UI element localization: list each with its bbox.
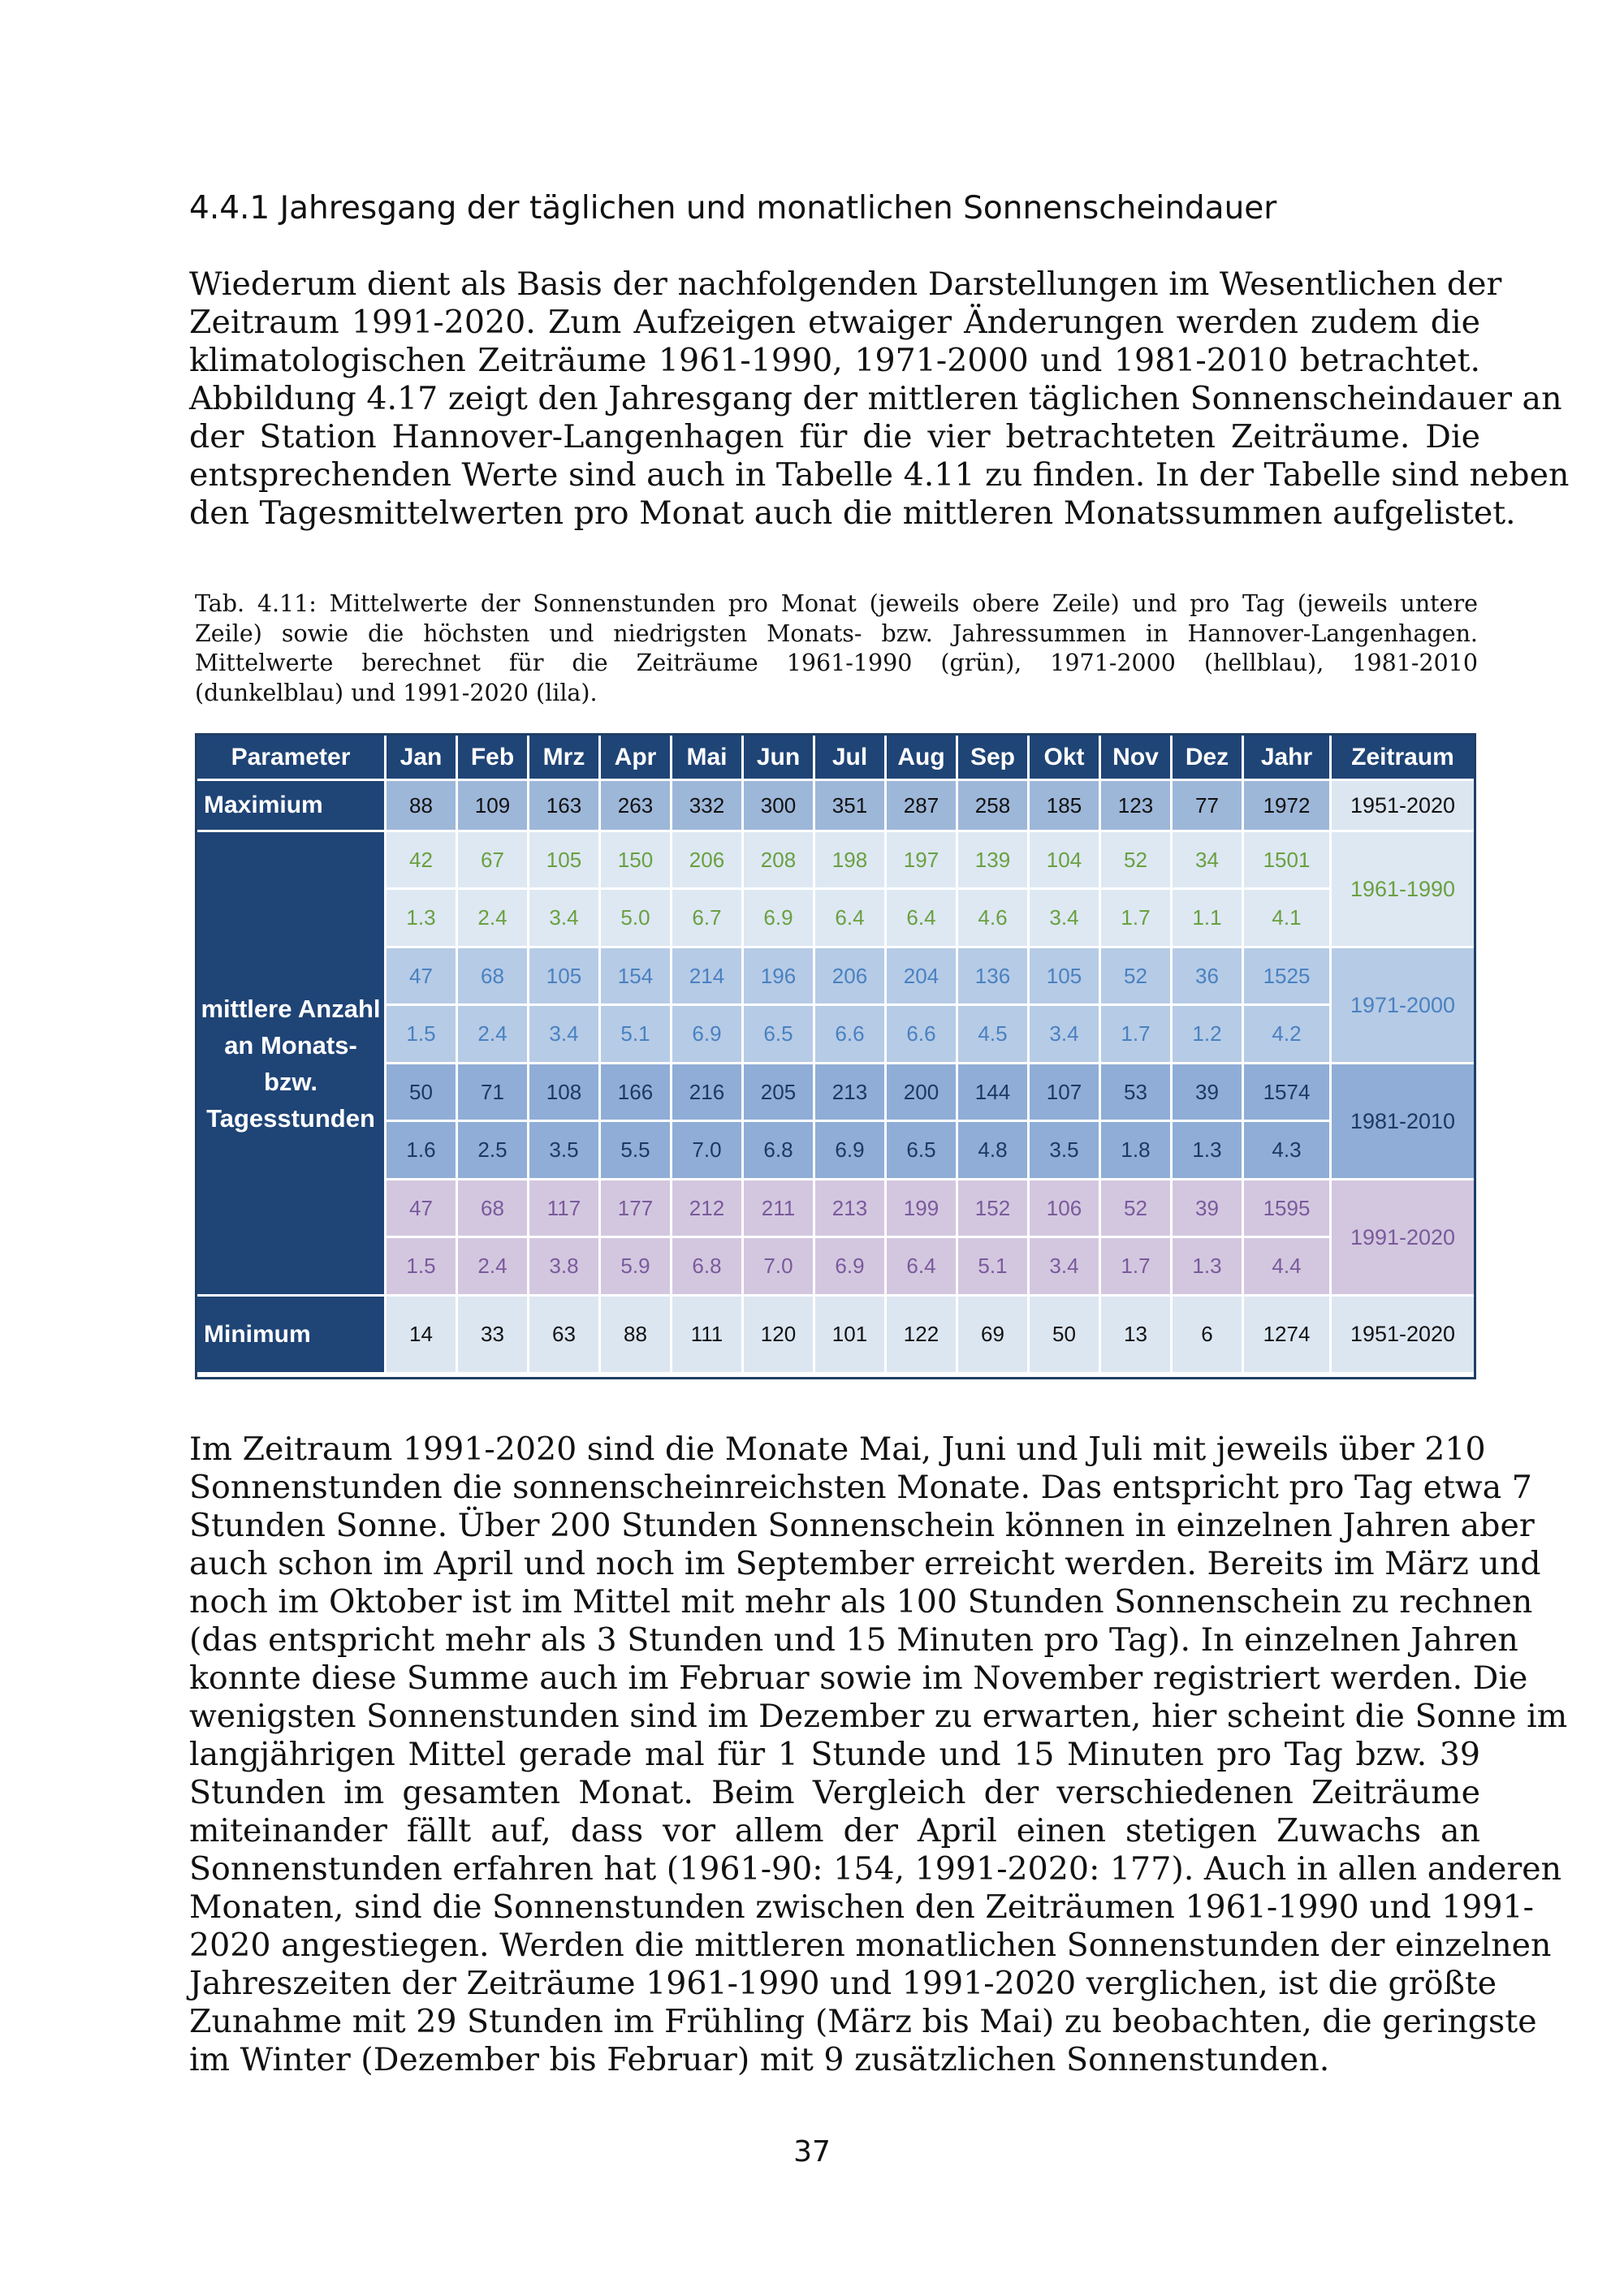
maximum-value: 123 <box>1101 781 1170 830</box>
daily-value: 6.8 <box>672 1238 741 1294</box>
paragraph-line: 2020 angestiegen. Werden die mittleren monatlichen Sonnenstunden der einzelnen <box>189 1927 1552 1964</box>
paragraph-line: den Tagesmittelwerten pro Monat auch die mittleren Monatssummen aufgelistet. <box>189 494 1516 532</box>
monthly-value: 196 <box>744 948 813 1003</box>
paragraph-line: Jahreszeiten der Zeiträume 1961-1990 und 1991-2020 verglichen, ist die größte <box>189 1965 1497 2002</box>
daily-value: 1.7 <box>1101 1006 1170 1062</box>
daily-value: 1.2 <box>1173 1006 1242 1062</box>
monthly-value: 150 <box>601 832 670 887</box>
daily-value: 1.6 <box>387 1122 456 1178</box>
monthly-value: 204 <box>887 948 956 1003</box>
caption-line: Zeile) sowie die höchsten und niedrigsten Monats- bzw. Jahressummen in Hannover-Langenhagen. <box>195 619 1478 647</box>
monthly-value: 154 <box>601 948 670 1003</box>
paragraph-line: (das entspricht mehr als 3 Stunden und 15 Minuten pro Tag). In einzelnen Jahren <box>189 1621 1518 1659</box>
monthly-value: 213 <box>815 1064 884 1120</box>
monthly-value: 211 <box>744 1180 813 1236</box>
daily-value: 7.0 <box>744 1238 813 1294</box>
paragraph-line: noch im Oktober ist im Mittel mit mehr als 100 Stunden Sonnenschein zu rechnen <box>189 1583 1533 1621</box>
daily-value: 5.1 <box>958 1238 1027 1294</box>
monthly-value: 205 <box>744 1064 813 1120</box>
caption-line: Mittelwerte berechnet für die Zeiträume 1961-1990 (grün), 1971-2000 (hellblau), 1981-2010 <box>195 650 1478 676</box>
monthly-value: 144 <box>958 1064 1027 1120</box>
page-number: 37 <box>793 2135 831 2169</box>
daily-value: 6.4 <box>887 890 956 946</box>
paragraph-line: Abbildung 4.17 zeigt den Jahresgang der mittleren täglichen Sonnenscheindauer an <box>189 380 1562 417</box>
daily-value: 3.4 <box>1030 890 1099 946</box>
maximum-value: 185 <box>1030 781 1099 830</box>
monthly-value: 39 <box>1173 1064 1242 1120</box>
monthly-value: 107 <box>1030 1064 1099 1120</box>
monthly-value: 108 <box>529 1064 598 1120</box>
maximum-value: 263 <box>601 781 670 830</box>
monthly-value: 199 <box>887 1180 956 1236</box>
monthly-value: 50 <box>387 1064 456 1120</box>
table-header-cell: Zeitraum <box>1332 736 1474 779</box>
paragraph-line: der Station Hannover-Langenhagen für die vier betrachteten Zeiträume. Die <box>189 418 1480 455</box>
row-label-minimum: Minimum <box>197 1297 384 1372</box>
daily-value: 2.4 <box>458 1006 527 1062</box>
daily-value: 1.5 <box>387 1006 456 1062</box>
monthly-value: 1501 <box>1244 832 1329 887</box>
daily-value: 7.0 <box>672 1122 741 1178</box>
paragraph-line: Stunden Sonne. Über 200 Stunden Sonnenschein können in einzelnen Jahren aber <box>189 1507 1535 1544</box>
daily-value: 4.6 <box>958 890 1027 946</box>
daily-value: 1.5 <box>387 1238 456 1294</box>
minimum-value: 120 <box>744 1297 813 1372</box>
monthly-value: 47 <box>387 948 456 1003</box>
paragraph-line: Monaten, sind die Sonnenstunden zwischen den Zeiträumen 1961-1990 und 1991- <box>189 1888 1534 1926</box>
paragraph-line: auch schon im April und noch im September erreicht werden. Bereits im März und <box>189 1545 1541 1582</box>
table-header-cell: Jan <box>387 736 456 779</box>
minimum-value: 1274 <box>1244 1297 1329 1372</box>
monthly-value: 213 <box>815 1180 884 1236</box>
daily-value: 2.4 <box>458 890 527 946</box>
daily-value: 3.4 <box>1030 1238 1099 1294</box>
daily-value: 6.9 <box>672 1006 741 1062</box>
daily-value: 6.4 <box>815 890 884 946</box>
table-header-cell: Jul <box>815 736 884 779</box>
maximum-value: 88 <box>387 781 456 830</box>
daily-value: 1.7 <box>1101 1238 1170 1294</box>
paragraph-line: miteinander fällt auf, dass vor allem der April einen stetigen Zuwachs an <box>189 1812 1480 1849</box>
paragraph-line: Wiederum dient als Basis der nachfolgenden Darstellungen im Wesentlichen der <box>189 265 1502 303</box>
daily-value: 6.5 <box>744 1006 813 1062</box>
paragraph-line: Stunden im gesamten Monat. Beim Vergleich der verschiedenen Zeiträume <box>189 1774 1480 1811</box>
table-header-cell: Mrz <box>529 736 598 779</box>
daily-value: 4.3 <box>1244 1122 1329 1178</box>
daily-value: 2.5 <box>458 1122 527 1178</box>
table-header-cell: Nov <box>1101 736 1170 779</box>
daily-value: 4.8 <box>958 1122 1027 1178</box>
daily-value: 3.4 <box>1030 1006 1099 1062</box>
monthly-value: 117 <box>529 1180 598 1236</box>
sunshine-table <box>195 733 1476 1379</box>
minimum-value: 122 <box>887 1297 956 1372</box>
monthly-value: 53 <box>1101 1064 1170 1120</box>
paragraph-line: im Winter (Dezember bis Februar) mit 9 zusätzlichen Sonnenstunden. <box>189 2041 1330 2078</box>
maximum-value: 258 <box>958 781 1027 830</box>
daily-value: 6.5 <box>887 1122 956 1178</box>
daily-value: 6.9 <box>815 1122 884 1178</box>
monthly-value: 106 <box>1030 1180 1099 1236</box>
row-label-maximum: Maximium <box>197 781 384 830</box>
period-label: 1981-2010 <box>1332 1064 1474 1178</box>
mean-label-line: Tagesstunden <box>206 1103 375 1133</box>
monthly-value: 105 <box>1030 948 1099 1003</box>
daily-value: 5.0 <box>601 890 670 946</box>
table-header-cell: Aug <box>887 736 956 779</box>
monthly-value: 47 <box>387 1180 456 1236</box>
daily-value: 5.5 <box>601 1122 670 1178</box>
minimum-period: 1951-2020 <box>1332 1297 1474 1372</box>
daily-value: 4.2 <box>1244 1006 1329 1062</box>
daily-value: 1.3 <box>387 890 456 946</box>
monthly-value: 197 <box>887 832 956 887</box>
period-label: 1961-1990 <box>1332 832 1474 946</box>
monthly-value: 177 <box>601 1180 670 1236</box>
daily-value: 1.8 <box>1101 1122 1170 1178</box>
paragraph-line: Sonnenstunden die sonnenscheinreichsten Monate. Das entspricht pro Tag etwa 7 <box>189 1469 1532 1506</box>
maximum-value: 287 <box>887 781 956 830</box>
maximum-value: 77 <box>1173 781 1242 830</box>
daily-value: 1.1 <box>1173 890 1242 946</box>
daily-value: 5.9 <box>601 1238 670 1294</box>
daily-value: 2.4 <box>458 1238 527 1294</box>
monthly-value: 212 <box>672 1180 741 1236</box>
monthly-value: 1595 <box>1244 1180 1329 1236</box>
monthly-value: 67 <box>458 832 527 887</box>
row-label-mean-hours <box>197 832 384 1294</box>
table-header-cell: Apr <box>601 736 670 779</box>
monthly-value: 52 <box>1101 948 1170 1003</box>
table-header-cell: Dez <box>1173 736 1242 779</box>
monthly-value: 166 <box>601 1064 670 1120</box>
discussion-paragraph <box>189 1431 1568 2079</box>
minimum-value: 33 <box>458 1297 527 1372</box>
monthly-value: 42 <box>387 832 456 887</box>
daily-value: 6.6 <box>887 1006 956 1062</box>
daily-value: 6.6 <box>815 1006 884 1062</box>
daily-value: 6.9 <box>815 1238 884 1294</box>
daily-value: 4.5 <box>958 1006 1027 1062</box>
caption-line: Tab. 4.11: Mittelwerte der Sonnenstunden pro Monat (jeweils obere Zeile) und pro Tag (jeweils untere <box>195 590 1478 617</box>
section-heading: 4.4.1 Jahresgang der täglichen und monatlichen Sonnenscheindauer <box>189 190 1277 227</box>
period-label: 1971-2000 <box>1332 948 1474 1062</box>
monthly-value: 136 <box>958 948 1027 1003</box>
maximum-value: 332 <box>672 781 741 830</box>
daily-value: 1.7 <box>1101 890 1170 946</box>
mean-label-line: mittlere Anzahl <box>201 994 381 1023</box>
paragraph-line: entsprechenden Werte sind auch in Tabelle 4.11 zu finden. In der Tabelle sind neben <box>189 456 1570 494</box>
minimum-value: 88 <box>601 1297 670 1372</box>
monthly-value: 105 <box>529 948 598 1003</box>
monthly-value: 68 <box>458 948 527 1003</box>
maximum-value: 300 <box>744 781 813 830</box>
daily-value: 5.1 <box>601 1006 670 1062</box>
monthly-value: 105 <box>529 832 598 887</box>
maximum-period: 1951-2020 <box>1332 781 1474 830</box>
monthly-value: 52 <box>1101 832 1170 887</box>
monthly-value: 104 <box>1030 832 1099 887</box>
table-header-cell: Sep <box>958 736 1027 779</box>
table-header-cell: Mai <box>672 736 741 779</box>
monthly-value: 206 <box>672 832 741 887</box>
minimum-value: 101 <box>815 1297 884 1372</box>
minimum-value: 50 <box>1030 1297 1099 1372</box>
paragraph-line: Sonnenstunden erfahren hat (1961-90: 154, 1991-2020: 177). Auch in allen anderen <box>189 1850 1562 1888</box>
caption-line: (dunkelblau) und 1991-2020 (lila). <box>195 679 598 706</box>
table-header-cell: Okt <box>1030 736 1099 779</box>
paragraph-line: Zeitraum 1991-2020. Zum Aufzeigen etwaiger Änderungen werden zudem die <box>189 304 1480 341</box>
minimum-value: 14 <box>387 1297 456 1372</box>
daily-value: 6.4 <box>887 1238 956 1294</box>
daily-value: 3.4 <box>529 890 598 946</box>
monthly-value: 1574 <box>1244 1064 1329 1120</box>
table-header-cell: Jun <box>744 736 813 779</box>
daily-value: 4.1 <box>1244 890 1329 946</box>
period-label: 1991-2020 <box>1332 1180 1474 1294</box>
minimum-value: 111 <box>672 1297 741 1372</box>
daily-value: 4.4 <box>1244 1238 1329 1294</box>
monthly-value: 39 <box>1173 1180 1242 1236</box>
maximum-value: 1972 <box>1244 781 1329 830</box>
daily-value: 3.4 <box>529 1006 598 1062</box>
monthly-value: 214 <box>672 948 741 1003</box>
minimum-value: 13 <box>1101 1297 1170 1372</box>
daily-value: 3.8 <box>529 1238 598 1294</box>
minimum-value: 6 <box>1173 1297 1242 1372</box>
paragraph-line: Im Zeitraum 1991-2020 sind die Monate Mai, Juni und Juli mit jeweils über 210 <box>189 1431 1486 1468</box>
monthly-value: 1525 <box>1244 948 1329 1003</box>
mean-label-line: an Monats- <box>224 1030 357 1060</box>
monthly-value: 71 <box>458 1064 527 1120</box>
maximum-value: 163 <box>529 781 598 830</box>
monthly-value: 52 <box>1101 1180 1170 1236</box>
daily-value: 6.8 <box>744 1122 813 1178</box>
paragraph-line: langjährigen Mittel gerade mal für 1 Stunde und 15 Minuten pro Tag bzw. 39 <box>189 1736 1480 1773</box>
monthly-value: 208 <box>744 832 813 887</box>
daily-value: 1.3 <box>1173 1122 1242 1178</box>
monthly-value: 198 <box>815 832 884 887</box>
intro-paragraph <box>189 265 1570 533</box>
mean-label-line: bzw. <box>263 1067 317 1096</box>
monthly-value: 139 <box>958 832 1027 887</box>
monthly-value: 152 <box>958 1180 1027 1236</box>
daily-value: 3.5 <box>529 1122 598 1178</box>
monthly-value: 216 <box>672 1064 741 1120</box>
maximum-value: 109 <box>458 781 527 830</box>
monthly-value: 200 <box>887 1064 956 1120</box>
minimum-value: 63 <box>529 1297 598 1372</box>
table-header-cell: Feb <box>458 736 527 779</box>
monthly-value: 68 <box>458 1180 527 1236</box>
monthly-value: 206 <box>815 948 884 1003</box>
paragraph-line: klimatologischen Zeiträume 1961-1990, 1971-2000 und 1981-2010 betrachtet. <box>189 342 1480 379</box>
daily-value: 6.7 <box>672 890 741 946</box>
table-caption <box>195 589 1478 708</box>
table-header-cell: Parameter <box>197 736 384 779</box>
table-header-cell: Jahr <box>1244 736 1329 779</box>
minimum-value: 69 <box>958 1297 1027 1372</box>
paragraph-line: Zunahme mit 29 Stunden im Frühling (März bis Mai) zu beobachten, die geringste <box>189 2003 1537 2040</box>
monthly-value: 36 <box>1173 948 1242 1003</box>
monthly-value: 34 <box>1173 832 1242 887</box>
maximum-value: 351 <box>815 781 884 830</box>
daily-value: 3.5 <box>1030 1122 1099 1178</box>
daily-value: 6.9 <box>744 890 813 946</box>
paragraph-line: konnte diese Summe auch im Februar sowie im November registriert werden. Die <box>189 1659 1528 1697</box>
daily-value: 1.3 <box>1173 1238 1242 1294</box>
paragraph-line: wenigsten Sonnenstunden sind im Dezember zu erwarten, hier scheint die Sonne im <box>189 1698 1568 1735</box>
